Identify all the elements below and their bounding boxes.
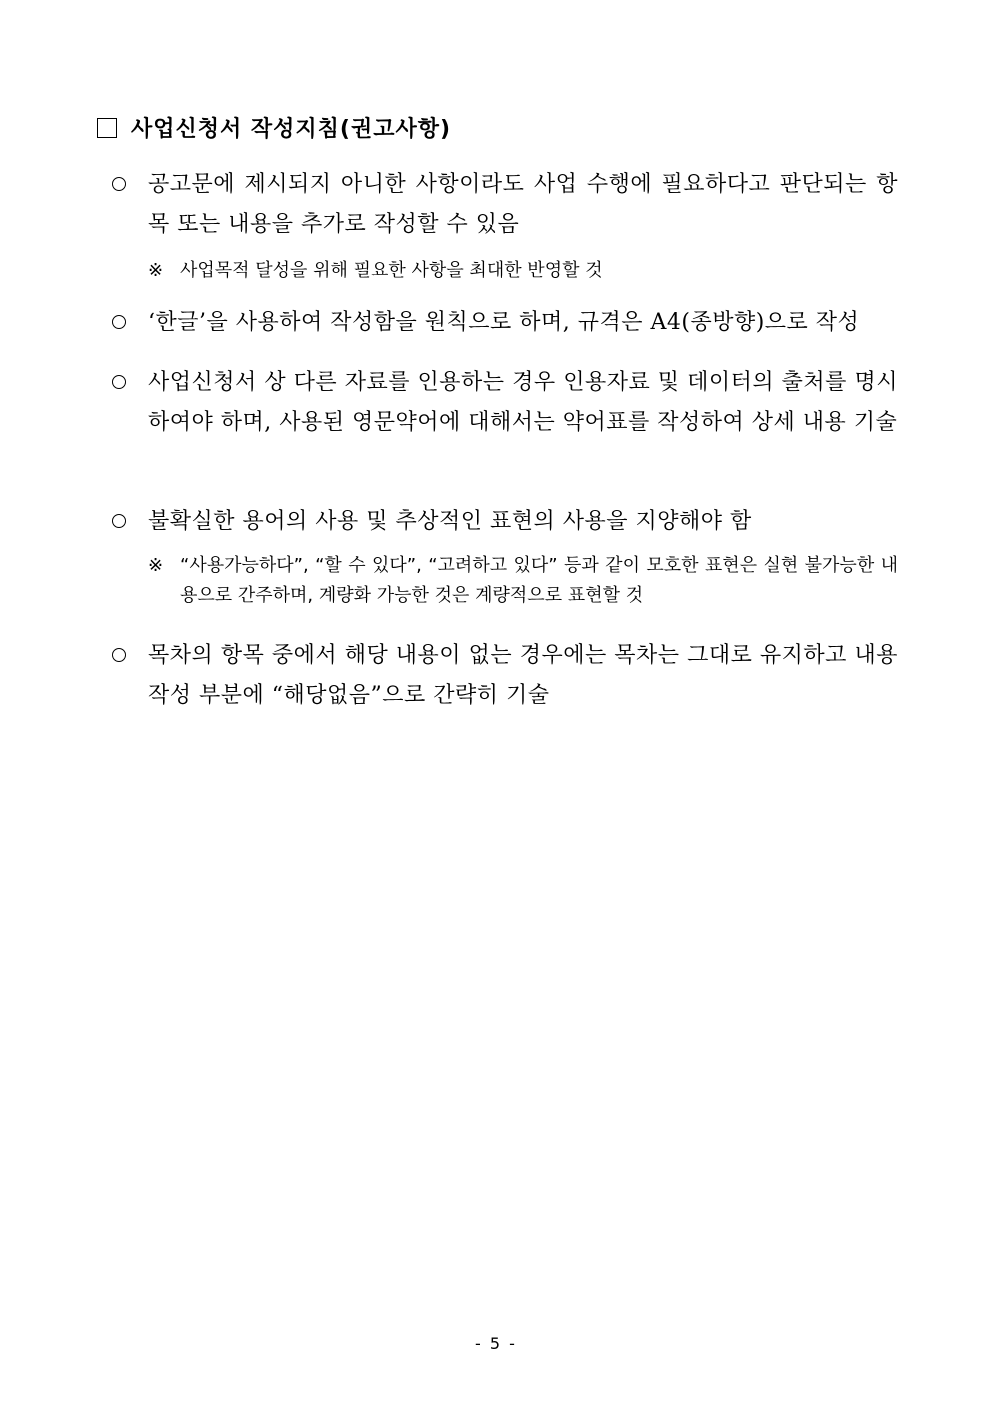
list-item-add-content xyxy=(112,165,898,245)
list-item-terminology xyxy=(112,502,898,542)
list-item-text: 불확실한 용어의 사용 및 추상적인 표현의 사용을 지양해야 함 xyxy=(148,509,752,534)
note-item-1 xyxy=(148,256,898,286)
circle-bullet-icon xyxy=(112,514,126,528)
list-item-format xyxy=(112,303,898,343)
reference-mark: ※ xyxy=(148,260,164,281)
list-item-citation xyxy=(112,363,898,443)
circle-bullet-icon xyxy=(112,375,126,389)
square-bullet-icon xyxy=(97,118,117,138)
reference-mark: ※ xyxy=(148,555,164,576)
list-item-text: 사업신청서 상 다른 자료를 인용하는 경우 인용자료 및 데이터의 출처를 명시하여야 하며, 사용된 영문약어에 대해서는 약어표를 작성하여 상세 내용 기술 xyxy=(148,370,898,435)
circle-bullet-icon xyxy=(112,177,126,191)
note-text: “사용가능하다”, “할 수 있다”, “고려하고 있다” 등과 같이 모호한 표현은 실현 불가능한 내용으로 간주하며, 계량화 가능한 것은 계량적으로 표현할 것 xyxy=(180,555,898,606)
note-text: 사업목적 달성을 위해 필요한 사항을 최대한 반영할 것 xyxy=(180,260,603,281)
list-item-table-of-contents xyxy=(112,636,898,716)
list-item-text: 공고문에 제시되지 아니한 사항이라도 사업 수행에 필요하다고 판단되는 항목 또는 내용을 추가로 작성할 수 있음 xyxy=(148,172,898,237)
circle-bullet-icon xyxy=(112,648,126,662)
list-item-text: 목차의 항목 중에서 해당 내용이 없는 경우에는 목차는 그대로 유지하고 내용 작성 부분에 “해당없음”으로 간략히 기술 xyxy=(148,643,898,708)
note-item-4 xyxy=(148,551,898,611)
circle-bullet-icon xyxy=(112,315,126,329)
list-item-text: ‘한글’을 사용하여 작성함을 원칙으로 하며, 규격은 A4(종방향)으로 작성 xyxy=(148,310,860,335)
section-heading-title: 사업신청서 작성지침(권고사항) xyxy=(131,117,452,142)
page-number: - 5 - xyxy=(475,1334,517,1353)
section-heading xyxy=(97,112,451,143)
